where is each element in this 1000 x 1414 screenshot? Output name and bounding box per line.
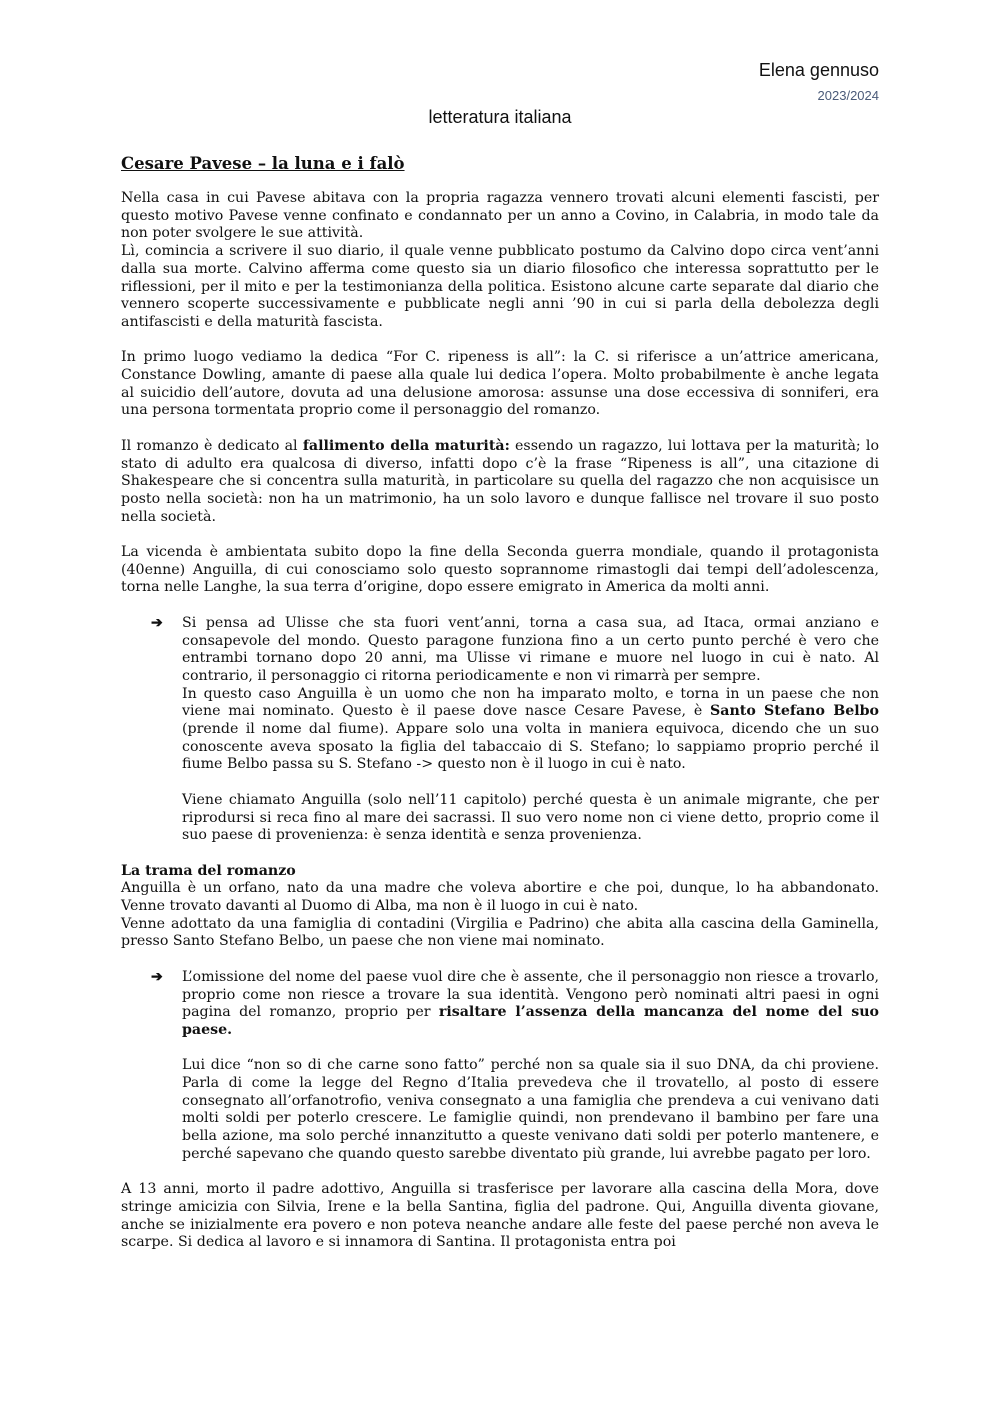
bullet-ulisse: [121, 615, 879, 845]
bullet-paese-text: In questo caso Anguilla è un uomo che non ha imparato molto, e torna in un paese che non viene mai nominato. Questo è il paese dove nasce Cesare Pavese, è Santo Stefano Belbo (prende il nome dal fiume). Appare solo una volta in maniera equivoca, dicendo che un suo conoscente aveva sposato la figlia del tabaccaio di S. Stefano; lo sappiamo proprio perché il fiume Belbo passa su S. Stefano -> questo non è il luogo in cui è nato.: [182, 685, 879, 773]
paragraph-vicenda: La vicenda è ambientata subito dopo la fine della Seconda guerra mondiale, quando il protagonista (40enne) Anguilla, di cui conosciamo solo questo soprannome rimastogli dai tempi dell’adolescenza, torna nelle Langhe, la sua terra d’origine, dopo essere emigrato in America da molti anni.: [121, 544, 879, 596]
document-body: [121, 154, 879, 1252]
paragraph-mora: A 13 anni, morto il padre adottivo, Anguilla si trasferisce per lavorare alla cascina della Mora, dove stringe amicizia con Silvia, Irene e la bella Santina, figlia del padrone. Qui, Anguilla diventa giovane, anche se inizialmente era povero e non poteva neanche andare alle feste del paese perché non aveva le scarpe. Si dedica al lavoro e si innamora di Santina. Il protagonista entra poi: [121, 1181, 879, 1251]
right-arrow-icon: ➔: [151, 968, 163, 985]
bullet-carne-text: Lui dice “non so di che carne sono fatto” perché non sa quale sia il suo DNA, da chi proviene. Parla di come la legge del Regno d’Italia prevedeva che il trovatello, al posto di essere consegnato all’orfanotrofio, veniva consegnato a una famiglia che prendeva a cui venivano dati molti soldi per poterlo crescere. Le famiglie quindi, non prendevano il bambino per fare una bella azione, ma solo perché innanzitutto a queste venivano dati soldi per poterlo mantenere, e perché sapevano che quando questo sarebbe diventato più grande, lui avrebbe pagato per loro.: [182, 1057, 879, 1162]
bullet-ulisse-text: Si pensa ad Ulisse che sta fuori vent’anni, torna a casa sua, ad Itaca, ormai anziano e consapevole del mondo. Questo paragone funziona fino a un certo punto perché è vero che entrambi tornano dopo 20 anni, ma Ulisse vi rimane e muore nel luogo in cui è nato. Al contrario, il personaggio ci ritorna periodicamente e non vi rimarrà per sempre.: [182, 614, 879, 684]
school-year: 2023/2024: [817, 88, 879, 103]
subject-heading: letteratura italiana: [428, 107, 572, 127]
author-name: Elena gennuso: [758, 60, 879, 80]
paragraph-orfano: Anguilla è un orfano, nato da una madre che voleva abortire e che poi, dunque, lo ha abbandonato. Venne trovato davanti al Duomo di Alba, ma non è il luogo in cui è nato.: [121, 880, 879, 915]
paragraph-confino: Nella casa in cui Pavese abitava con la propria ragazza vennero trovati alcuni elementi fascisti, per questo motivo Pavese venne confinato e condannato per un anno a Covino, in Calabria, in modo tale da non poter svolgere le sue attività.: [121, 190, 879, 242]
bold-santo-stefano: Santo Stefano Belbo: [710, 703, 879, 720]
paragraph-maturita: Il romanzo è dedicato al fallimento della maturità: essendo un ragazzo, lui lottava per la maturità; lo stato di adulto era qualcosa di diverso, infatti dopo c’è la frase “Ripeness is all”, una citazione di Shakespeare che si concentra sulla maturità, in particolare su quella del ragazzo che non acquisisce un posto nella società: non ha un matrimonio, ha un solo lavoro e dunque fallisce nel trovare il suo posto nella società.: [121, 437, 880, 525]
document-title: Cesare Pavese – la luna e i falò: [121, 154, 405, 173]
bullet-omissione-text: L’omissione del nome del paese vuol dire che è assente, che il personaggio non riesce a trovarlo, proprio come non riesce a trovare la sua identità. Vengono però nominati altri paesi in ogni pagina del romanzo, proprio per risaltare l’assenza della mancanza del nome del suo paese.: [182, 968, 880, 1038]
bold-risaltare: risaltare l’assenza della mancanza del nome del suo paese.: [182, 1004, 880, 1038]
paragraph-dedica: In primo luogo vediamo la dedica “For C. ripeness is all”: la C. si riferisce a un’attrice americana, Constance Dowling, amante di paese alla quale lui dedica l’opera. Molto probabilmente è anche legata al suicidio dell’autore, dovuta ad una delusione amorosa: assunse una dose eccessiva di sonniferi, era una persona tormentata proprio come il personaggio del romanzo.: [121, 349, 879, 419]
bold-fallimento: fallimento della maturità:: [302, 437, 510, 454]
bullet-omissione: [121, 969, 879, 1164]
right-arrow-icon: ➔: [151, 614, 163, 631]
section-heading-trama: La trama del romanzo: [121, 862, 296, 879]
paragraph-adozione: Venne adottato da una famiglia di contadini (Virgilia e Padrino) che abita alla cascina della Gaminella, presso Santo Stefano Belbo, un paese che non viene mai nominato.: [121, 915, 879, 950]
bullet-anguilla-text: Viene chiamato Anguilla (solo nell’11 capitolo) perché questa è un animale migrante, che per riprodursi si reca fino al mare dei sacrassi. Il suo vero nome non ci viene detto, proprio come il suo paese di provenienza: è senza identità e senza provenienza.: [182, 791, 879, 844]
paragraph-diario: Lì, comincia a scrivere il suo diario, il quale venne pubblicato postumo da Calvino dopo circa vent’anni dalla sua morte. Calvino afferma come questo sia un diario filosofico che interessa soprattutto per le riflessioni, per il mito e per la testimonianza della politica. Esistono alcune carte separate dal diario che vennero scoperte successivamente e pubblicate negli anni ’90 in cui si parla della debolezza degli antifascisti e della maturità fascista.: [121, 243, 879, 330]
